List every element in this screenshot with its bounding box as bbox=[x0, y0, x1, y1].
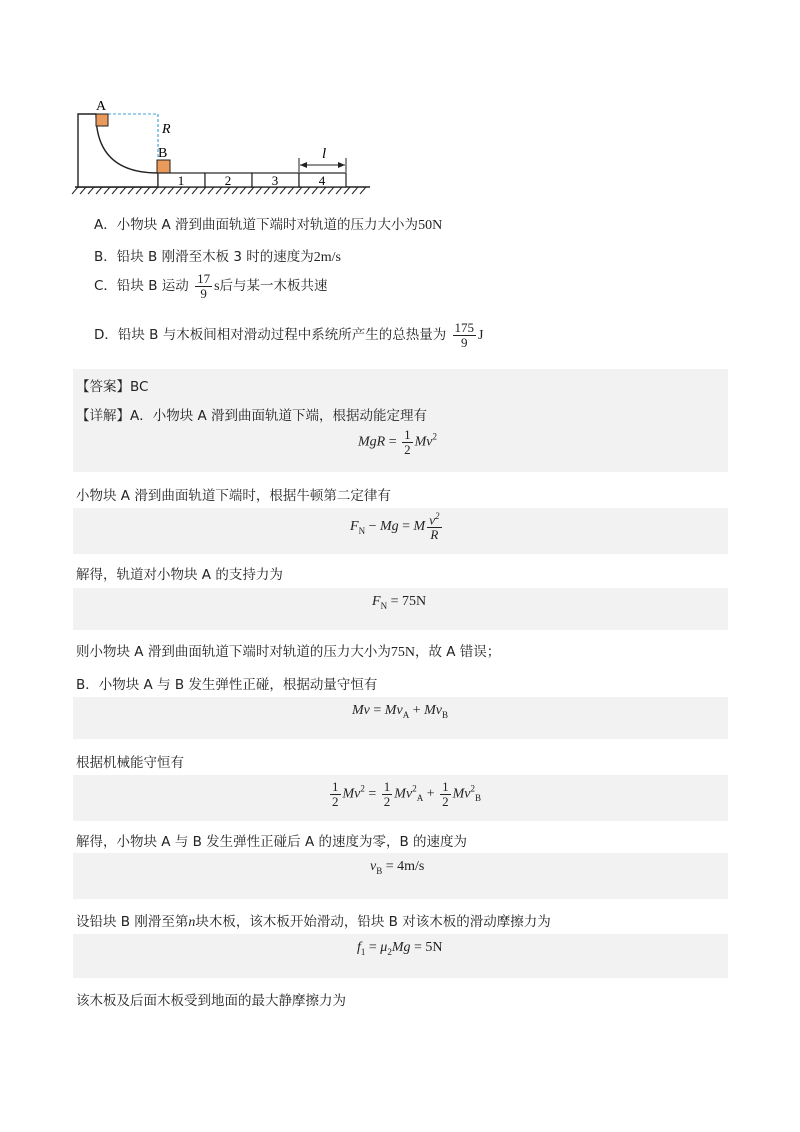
option-a-value: 50N bbox=[418, 218, 443, 233]
text-collision-result: 解得，小物块 A 与 B 发生弹性正碰后 A 的速度为零，B 的速度为 bbox=[76, 834, 468, 850]
option-c-fraction: $\frac{17}{9}$ bbox=[197, 271, 211, 301]
friction-value: 5N bbox=[425, 940, 443, 955]
length-arrowhead-left bbox=[300, 162, 307, 168]
label-a: A bbox=[96, 99, 107, 114]
option-a-text: A．小物块 A 滑到曲面轨道下端时对轨道的压力大小为 bbox=[94, 217, 419, 233]
board-label-1: 1 bbox=[177, 173, 185, 188]
text-momentum: B．小物块 A 与 B 发生弹性正碰，根据动量守恒有 bbox=[76, 677, 378, 693]
physics-diagram bbox=[70, 95, 380, 200]
text-friction: 设铅块 B 刚滑至第n块木板，该木板开始滑动，铅块 B 对该木板的滑动摩擦力为 bbox=[76, 914, 551, 930]
support-force-value: 75N bbox=[401, 594, 427, 609]
equation-1: MgR = $\frac{1}{2}$ Mv$^2$ bbox=[358, 427, 438, 457]
equation-3: $F_N = 75N$ bbox=[372, 594, 427, 611]
equation-6: $v_B = 4m/s$ bbox=[370, 859, 425, 876]
equation-5: $\frac{1}{2}$ $Mv^2$ = $\frac{1}{2}$ $Mv^2_A$ + $\frac{1}{2}$ $Mv^2_B$ bbox=[332, 779, 481, 809]
option-b-value: 2m/s bbox=[313, 250, 342, 265]
label-l: l bbox=[322, 146, 327, 162]
text-support: 解得，轨道对小物块 A 的支持力为 bbox=[76, 567, 283, 583]
label-r: R bbox=[162, 122, 171, 137]
option-d-fraction: $\frac{175}{9}$ bbox=[454, 320, 475, 350]
equation-2: $F_N - Mg = M$ $\frac{v^2}{R}$ bbox=[350, 511, 440, 542]
length-arrowhead-right bbox=[338, 162, 345, 168]
equation-4: $Mv = Mv_A + Mv_B$ bbox=[352, 703, 448, 720]
block-b bbox=[157, 160, 170, 173]
ground-hatch bbox=[72, 187, 366, 194]
velocity-b-value: 4m/s bbox=[397, 859, 425, 874]
option-d-text: D．铅块 B 与木板间相对滑动过程中系统所产生的总热量为 bbox=[94, 327, 447, 344]
option-b bbox=[94, 245, 341, 266]
text-pressure: 则小物块 A 滑到曲面轨道下端时对轨道的压力大小为75N，故 A 错误； bbox=[76, 644, 501, 660]
board-label-4: 4 bbox=[318, 173, 326, 188]
variable-n: n bbox=[188, 915, 196, 930]
pressure-value: 75N bbox=[390, 645, 415, 660]
option-b-text: B．铅块 B 刚滑至木板 3 时的速度为 bbox=[94, 249, 314, 265]
detail-intro: 【详解】A．小物块 A 滑到曲面轨道下端，根据动能定理有 bbox=[76, 408, 428, 424]
text-static-friction: 该木板及后面木板受到地面的最大静摩擦力为 bbox=[76, 993, 346, 1009]
option-c-suffix: 后与某一木板共速 bbox=[219, 278, 328, 295]
text-newton: 小物块 A 滑到曲面轨道下端时，根据牛顿第二定律有 bbox=[76, 488, 391, 504]
text-energy: 根据机械能守恒有 bbox=[76, 755, 184, 771]
label-b: B bbox=[158, 146, 168, 161]
equation-7: $f_1 = \mu_2Mg = 5N$ bbox=[357, 940, 443, 957]
option-a bbox=[94, 213, 442, 234]
option-c bbox=[94, 272, 328, 300]
answer-label: 【答案】BC bbox=[76, 379, 149, 395]
block-a bbox=[96, 114, 108, 126]
option-d bbox=[94, 321, 484, 349]
curved-track bbox=[78, 114, 158, 187]
board-label-2: 2 bbox=[224, 173, 232, 188]
option-c-unit: s bbox=[214, 279, 220, 295]
option-d-unit: J bbox=[478, 328, 484, 344]
option-c-text: C．铅块 B 运动 bbox=[94, 278, 189, 295]
board-label-3: 3 bbox=[271, 173, 279, 188]
